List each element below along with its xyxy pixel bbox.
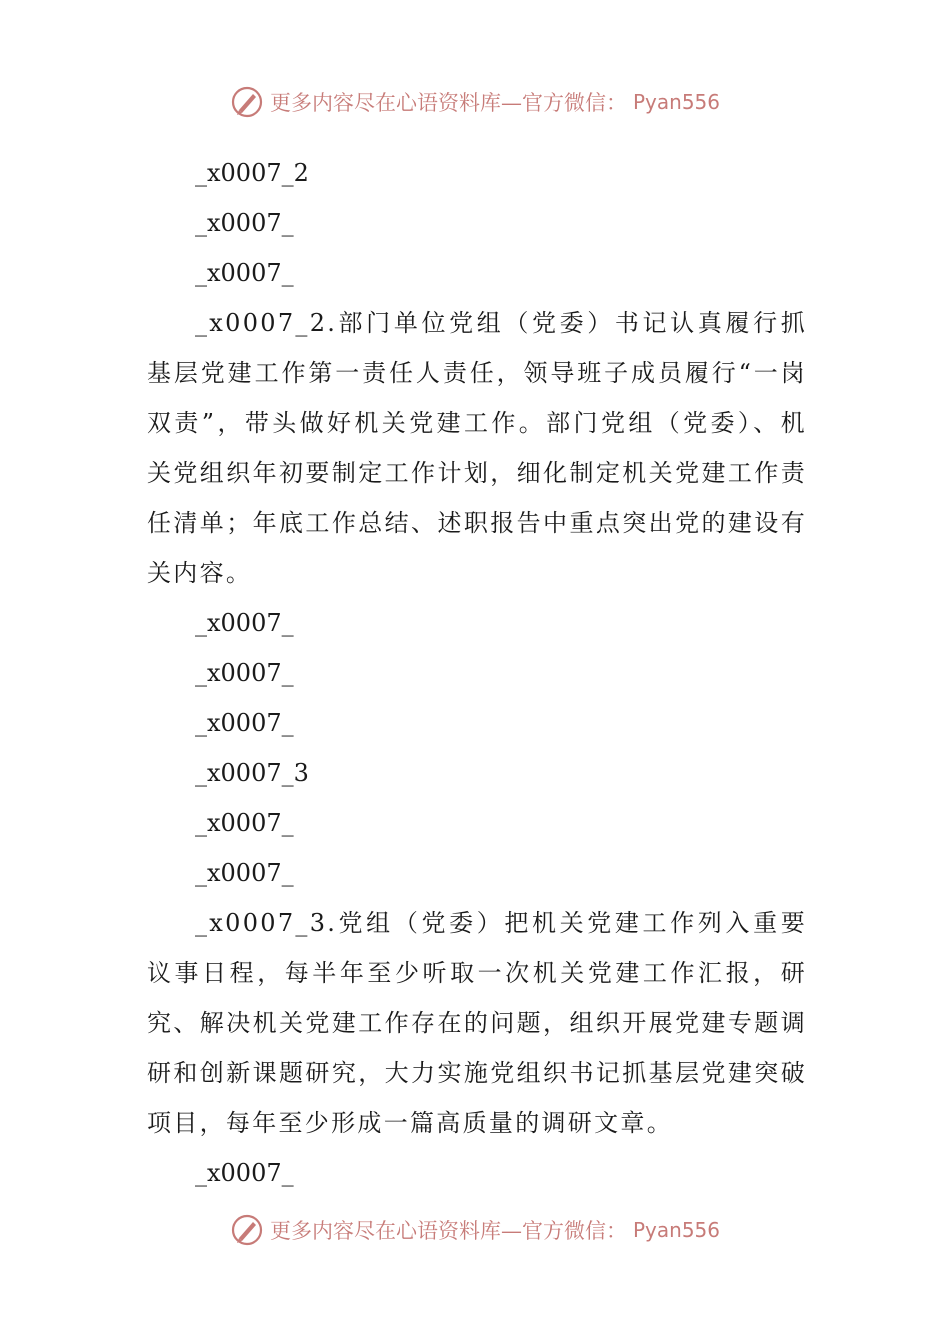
header-watermark-banner [0, 82, 950, 122]
marker-line: _x0007_3 [195, 759, 309, 787]
footer-watermark-banner [0, 1210, 950, 1250]
paragraph-item-3: _x0007_3.党组（党委）把机关党建工作列入重要议事日程，每半年至少听取一次机关党建工作汇报，研究、解决机关党建工作存在的问题，组织开展党建专题调研和创新课题研究，大力实施党组织书记抓基层党建突破项目，每年至少形成一篇高质量的调研文章。 [147, 909, 807, 1137]
paragraph-item-2: _x0007_2.部门单位党组（党委）书记认真履行抓基层党建工作第一责任人责任，领导班子成员履行“一岗双责”，带头做好机关党建工作。部门党组（党委）、机关党组织年初要制定工作计划，细化制定机关党建工作责任清单；年底工作总结、述职报告中重点突出党的建设有关内容。 [147, 309, 807, 587]
document-body [147, 148, 807, 1198]
marker-line: _x0007_2 [195, 159, 309, 187]
header-banner-text: 更多内容尽在心语资料库—官方微信： [269, 91, 627, 115]
marker-line: _x0007_ [195, 209, 294, 237]
footer-banner-text: 更多内容尽在心语资料库—官方微信： [269, 1219, 627, 1243]
marker-line: _x0007_ [195, 659, 294, 687]
marker-line: _x0007_ [195, 1159, 294, 1187]
marker-line: _x0007_ [195, 809, 294, 837]
pen-logo-icon [230, 85, 264, 119]
marker-line: _x0007_ [195, 859, 294, 887]
header-wechat-id: Pyan556 [632, 90, 720, 114]
footer-wechat-id: Pyan556 [632, 1218, 720, 1242]
marker-line: _x0007_ [195, 709, 294, 737]
marker-line: _x0007_ [195, 259, 294, 287]
pen-logo-icon [230, 1213, 264, 1247]
marker-line: _x0007_ [195, 609, 294, 637]
